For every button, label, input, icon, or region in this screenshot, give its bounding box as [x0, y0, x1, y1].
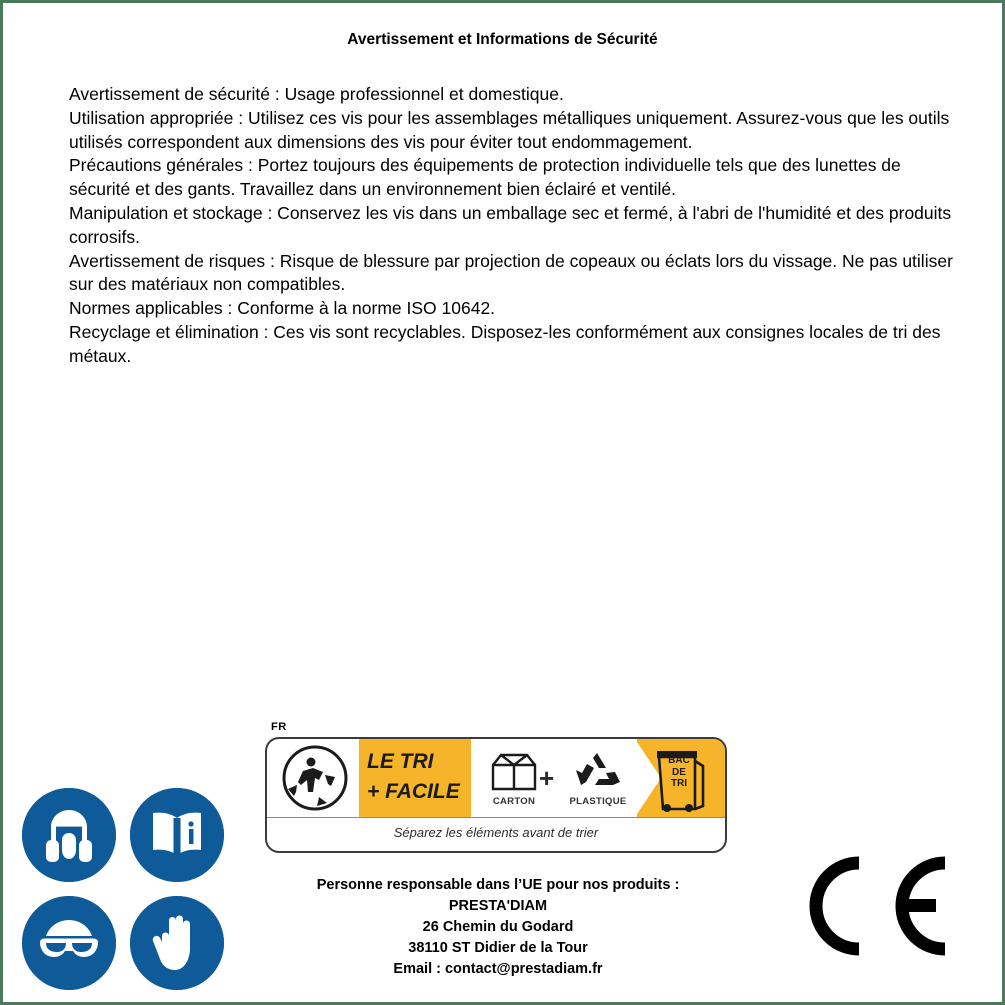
carton-box-icon: [483, 747, 545, 800]
bin-text-line2: DE: [672, 766, 686, 778]
plastic-recycle-icon: [567, 747, 627, 800]
paragraph-general-precautions: Précautions générales : Portez toujours des équipements de protection individuelle tels que des lunettes de sécurité et des gants. Travaillez dans un environnement bien éclairé et ventilé.: [69, 155, 901, 200]
paragraph-safety-warning: Avertissement de sécurité : Usage professionnel et domestique.: [69, 84, 564, 104]
responsible-person-heading-eu: UE: [522, 877, 543, 893]
page-title: Avertissement et Informations de Sécurité: [347, 31, 658, 48]
bin-text-line1: BAC: [668, 755, 690, 766]
paragraph-handling-storage: Manipulation et stockage : Conservez les vis dans un emballage sec et fermé, à l'abri de l'humidité et des produits corrosifs.: [69, 202, 952, 247]
ce-mark-icon: [803, 851, 953, 961]
plastique-label: PLASTIQUE: [569, 796, 627, 807]
company-city: 38110 ST Didier de la Tour: [408, 940, 588, 956]
bin-text-line3: TRI: [670, 778, 688, 789]
paragraph-appropriate-use: Utilisation appropriée : Utilisez ces vis pour les assemblages métalliques uniquement. Assurez-vous que les outils utilisés correspondent aux dimensions des vis pour éviter tout endommagement.: [69, 107, 950, 152]
responsible-person-heading-suffix: pour nos produits :: [542, 877, 680, 893]
plus-sign: +: [539, 763, 555, 793]
paragraph-risk-warning: Avertissement de risques : Risque de blessure par projection de copeaux ou éclats lors du vissage. Ne pas utiliser sur des matériaux non compatibles.: [69, 250, 953, 295]
ear-protection-icon: [22, 788, 116, 882]
triman-headline: [367, 747, 471, 807]
company-street: 26 Chemin du Godard: [422, 919, 574, 935]
bin-text: [651, 755, 707, 790]
triman-headline-line2: + FACILE: [367, 780, 460, 803]
triman-caption: Séparez les éléments avant de trier: [393, 825, 599, 840]
paragraph-recycling-disposal: Recyclage et élimination : Ces vis sont recyclables. Disposez-les conformément aux consignes locales de tri des métaux.: [69, 321, 941, 366]
triman-logo-icon: [275, 745, 355, 816]
company-email: Email : contact@prestadiam.fr: [393, 961, 603, 977]
company-name: PRESTA'DIAM: [448, 898, 548, 914]
responsible-person-heading: [183, 875, 813, 896]
triman-recycling-block: [265, 721, 725, 853]
paragraph-applicable-standards: Normes applicables : Conforme à la norme ISO 10642.: [69, 298, 496, 319]
eye-protection-icon: [22, 896, 116, 990]
triman-headline-line1: LE TRI: [367, 750, 434, 773]
responsible-person-block: [183, 875, 813, 980]
carton-label: CARTON: [492, 796, 536, 807]
read-instructions-icon: [130, 788, 224, 882]
triman-country-code: FR: [271, 721, 287, 733]
safety-information-text: [69, 83, 959, 369]
responsible-person-heading-prefix: Personne responsable dans l’: [316, 877, 523, 893]
triman-divider: [267, 817, 725, 818]
triman-card: [265, 737, 727, 853]
